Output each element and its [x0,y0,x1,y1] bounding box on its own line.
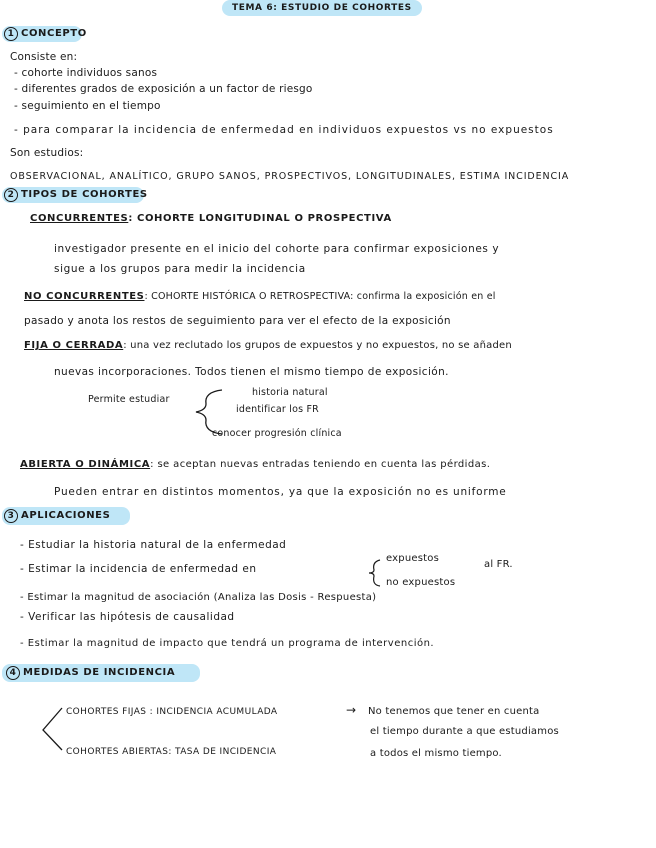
fija-label: FIJA O CERRADA [24,340,124,351]
s1-types-label: Son estudios: [10,147,84,159]
s1-bullet-4: - para comparar la incidencia de enfermedad en individuos expuestos vs no expuestos [14,124,554,136]
no-concurrentes-line [24,290,496,304]
s4-row1-left: COHORTES FIJAS : INCIDENCIA ACUMULADA [66,707,278,717]
s3-bullet-2-tail: al FR. [484,559,513,570]
no-concurrentes-line-2: pasado y anota los restos de seguimiento para ver el efecto de la exposición [24,315,451,327]
section-2-heading [4,188,148,202]
permite-item-1: historia natural [252,387,328,398]
s1-intro: Consiste en: [10,51,78,63]
s4-brace [40,706,64,752]
section-4-heading [6,666,175,680]
abierta-desc: : se aceptan nuevas entradas teniendo en cuenta las pérdidas. [150,459,491,470]
no-concurrentes-label: NO CONCURRENTES [24,291,145,302]
permite-label: Permite estudiar [88,394,170,405]
section-1-number: 1 [4,27,18,41]
concurrentes-desc: : COHORTE LONGITUDINAL O PROSPECTIVA [128,213,392,224]
section-4-title: MEDIDAS DE INCIDENCIA [23,667,176,678]
s4-arrow: → [346,703,357,717]
concurrentes-line [30,212,392,226]
s3-option-expuestos: expuestos [386,553,439,564]
section-2-title: TIPOS DE COHORTES [21,189,148,200]
section-1-title: CONCEPTO [21,28,87,39]
permite-item-3: conocer progresión clínica [212,428,342,439]
concurrentes-line-2: investigador presente en el inicio del cohorte para confirmar exposiciones y [54,243,500,255]
s3-bullet-5: - Estimar la magnitud de impacto que tendrá un programa de intervención. [20,638,435,649]
section-3-title: APLICACIONES [21,510,111,521]
concurrentes-label: CONCURRENTES [30,213,129,224]
s4-row3-right: a todos el mismo tiempo. [370,748,502,759]
section-3-heading [4,509,110,523]
s3-bullet-1: - Estudiar la historia natural de la enfermedad [20,539,287,551]
s3-option-no-expuestos: no expuestos [386,577,456,588]
abierta-line [20,458,490,472]
fija-line [24,339,512,353]
s1-types: OBSERVACIONAL, ANALÍTICO, GRUPO SANOS, PROSPECTIVOS, LONGITUDINALES, ESTIMA INCIDENCIA [10,171,570,182]
s3-bullet-4: - Verificar las hipótesis de causalidad [20,611,235,623]
s1-bullet-1: - cohorte individuos sanos [14,67,158,79]
fija-desc: : una vez reclutado los grupos de expuestos y no expuestos, no se añaden [123,340,512,351]
concurrentes-line-3: sigue a los grupos para medir la incidencia [54,263,306,275]
s1-bullet-2: - diferentes grados de exposición a un factor de riesgo [14,83,313,95]
page-title: TEMA 6: ESTUDIO DE COHORTES [232,3,412,13]
s1-bullet-3: - seguimiento en el tiempo [14,100,161,112]
abierta-label: ABIERTA O DINÁMICA [20,459,151,470]
no-concurrentes-desc: : COHORTE HISTÓRICA O RETROSPECTIVA: confirma la exposición en el [144,291,496,302]
permite-item-2: identificar los FR [236,404,319,415]
s4-row1-right: No tenemos que tener en cuenta [368,706,540,717]
s3-bullet-2-brace [368,558,382,588]
section-4-number: 4 [6,666,20,680]
s4-row2-left: COHORTES ABIERTAS: TASA DE INCIDENCIA [66,747,277,757]
section-3-number: 3 [4,509,18,523]
fija-line-2: nuevas incorporaciones. Todos tienen el mismo tiempo de exposición. [54,366,449,378]
section-1-heading [4,27,87,41]
s4-row2-right: el tiempo durante a que estudiamos [370,726,559,737]
s3-bullet-2: - Estimar la incidencia de enfermedad en [20,563,257,575]
abierta-line-2: Pueden entrar en distintos momentos, ya que la exposición no es uniforme [54,486,507,498]
section-2-number: 2 [4,188,18,202]
s3-bullet-3: - Estimar la magnitud de asociación (Analiza las Dosis - Respuesta) [20,592,377,603]
